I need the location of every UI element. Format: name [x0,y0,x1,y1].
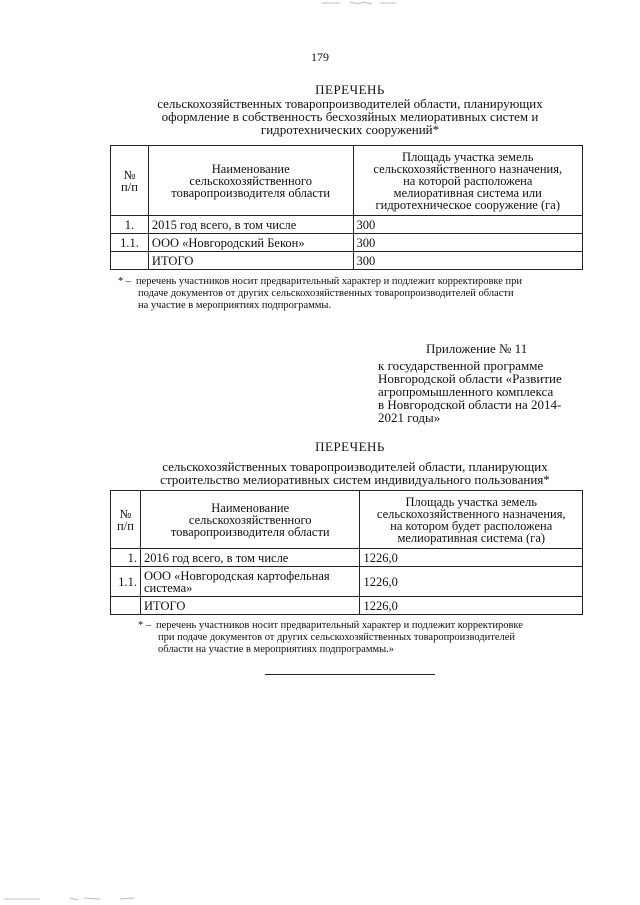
row-num: 1. [111,216,149,234]
row-num: 1.1. [111,234,149,252]
row-name: ИТОГО [140,597,360,615]
header-name: Наименование сельскохозяйственного товаропроизводителя области [140,491,360,549]
row-num [111,252,149,270]
table-total-row [111,252,583,270]
appendix-title: Приложение № 11 [426,341,528,356]
table-header-row [111,146,583,216]
scan-artifact-bottom [0,893,160,903]
page-number: 179 [311,50,329,64]
table-header-row [111,491,583,549]
section1-subtitle: сельскохозяйственных товаропроизводителей области, планирующих оформление в собственность бесхозяйных мелиоративных систем и гидротехнических сооружений* [157,96,543,137]
row-num [111,597,141,615]
row-name: ООО «Новгородская картофельная система» [140,567,360,597]
row-name: 2016 год всего, в том числе [140,549,360,567]
header-area: Площадь участка земель сельскохозяйственного назначения, на котором будет расположена мелиоративная система (га) [360,491,583,549]
section1-footnote: * – перечень участников носит предварительный характер и подлежит корректировке при подаче документов от других сельскохозяйственных товаропроизводителей области на участие в мероприятиях подпрограммы. [118,276,523,311]
table-row [111,234,583,252]
row-num: 1. [111,549,141,567]
row-num: 1.1. [111,567,141,597]
table-row [111,216,583,234]
row-name: 2015 год всего, в том числе [148,216,353,234]
section2-table [110,490,583,615]
header-num: № п/п [111,491,141,549]
row-name: ООО «Новгородский Бекон» [148,234,353,252]
row-area: 300 [353,216,582,234]
section2-subtitle: сельскохозяйственных товаропроизводителей области, планирующих строительство мелиоративных систем индивидуального пользования* [160,459,550,487]
row-area: 300 [353,252,582,270]
table-row [111,549,583,567]
table-total-row [111,597,583,615]
section2-title: ПЕРЕЧЕНЬ [315,439,385,454]
section1-title: ПЕРЕЧЕНЬ [315,82,385,97]
row-area: 1226,0 [360,549,583,567]
header-num: № п/п [111,146,149,216]
section1-table [110,145,583,270]
header-name: Наименование сельскохозяйственного товаропроизводителя области [148,146,353,216]
table-row [111,567,583,597]
row-area: 1226,0 [360,597,583,615]
header-area: Площадь участка земель сельскохозяйственного назначения, на которой расположена мелиоративная система или гидротехническое сооружение (га) [353,146,582,216]
row-area: 300 [353,234,582,252]
section2-footnote: * – перечень участников носит предварительный характер и подлежит корректировке при подаче документов от других сельскохозяйственных товаропроизводителей области на участие в мероприятиях подпрограммы.» [138,620,523,655]
scan-artifact-top [320,0,400,6]
closing-rule [265,674,435,675]
row-area: 1226,0 [360,567,583,597]
appendix-caption: Приложение № 11 к государственной программе Новгородской области «Развитие агропромышленного комплекса в Новгородской области на 2014- 2021 годы» [378,342,588,424]
row-name: ИТОГО [148,252,353,270]
